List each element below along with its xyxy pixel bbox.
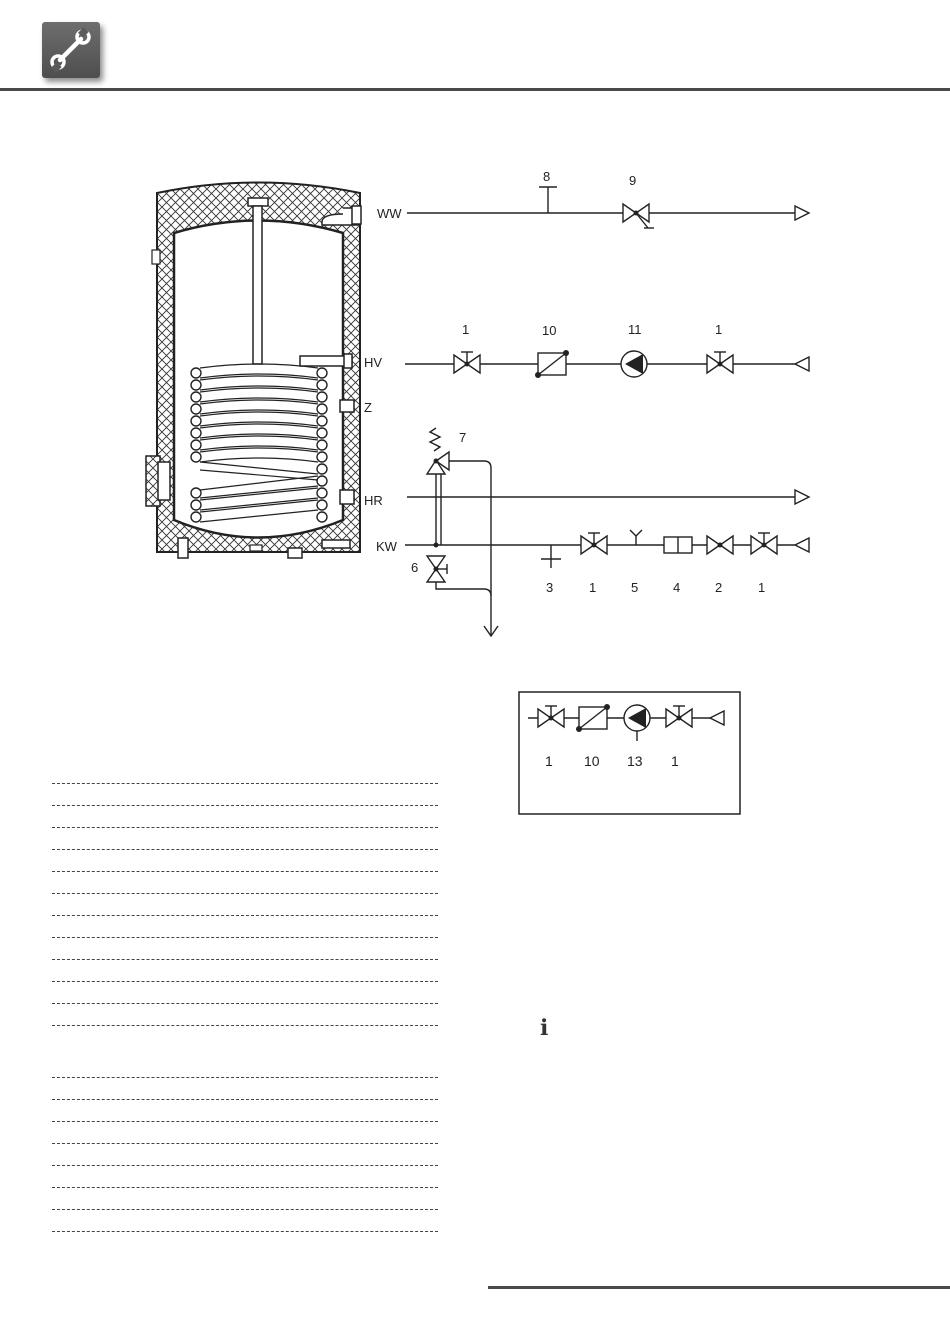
pipe-label-hr: HR (364, 493, 383, 508)
dotted-line (52, 916, 438, 938)
dotted-line (52, 1004, 438, 1026)
boiler-tank (146, 183, 361, 559)
label-kw-1a: 1 (589, 580, 597, 595)
kw-valve-1a-dot (592, 543, 597, 548)
label-hv-10: 10 (542, 323, 557, 338)
ww-line (407, 187, 809, 228)
valve-9-stem (634, 211, 639, 216)
kw-valve-2-dot (718, 543, 723, 548)
dotted-line (52, 1122, 438, 1144)
label-hv-1a: 1 (462, 322, 470, 337)
valve-1-hv-stem (465, 362, 470, 367)
dotted-line (52, 1166, 438, 1188)
hr-line (407, 490, 809, 504)
dotted-line (52, 1210, 438, 1232)
dotted-line (52, 1056, 438, 1078)
pipe-label-z: Z (364, 400, 372, 415)
dotted-line (52, 1188, 438, 1210)
dotted-line (52, 960, 438, 982)
dotted-line (52, 894, 438, 916)
dotted-line (52, 938, 438, 960)
info-icon: ℹ (540, 1016, 549, 1041)
dotted-line (52, 806, 438, 828)
dotted-list-2 (52, 1056, 438, 1232)
label-kw-4: 4 (673, 580, 681, 595)
dotted-line (52, 784, 438, 806)
safety-valve-7-dot (434, 459, 439, 464)
footer-rule (488, 1286, 950, 1289)
label-kw-2: 2 (715, 580, 723, 595)
kw-valve-1b-dot (762, 543, 767, 548)
dotted-line (52, 828, 438, 850)
alt-label-1b: 1 (671, 753, 679, 769)
label-8: 8 (543, 169, 551, 184)
dotted-line (52, 982, 438, 1004)
alt-label-13: 13 (627, 753, 643, 769)
alt-label-10: 10 (584, 753, 600, 769)
label-kw-1b: 1 (758, 580, 766, 595)
valve-1b-hv-stem (718, 362, 723, 367)
label-hv-11: 11 (628, 322, 642, 337)
pipe-label-ww: WW (377, 206, 402, 221)
drain-6-dot (434, 567, 439, 572)
label-7: 7 (459, 430, 467, 445)
label-9: 9 (629, 173, 637, 188)
alt-label-1a: 1 (545, 753, 553, 769)
dotted-list-1 (52, 762, 438, 1026)
kw-junction-dot (434, 543, 439, 548)
check-valve-10-dot-a (535, 372, 541, 378)
dotted-line (52, 1078, 438, 1100)
dotted-line (52, 1100, 438, 1122)
dotted-line (52, 1144, 438, 1166)
label-hv-1b: 1 (715, 322, 723, 337)
label-kw-3: 3 (546, 580, 554, 595)
label-kw-5: 5 (631, 580, 639, 595)
dotted-line (52, 762, 438, 784)
label-6: 6 (411, 560, 419, 575)
pipe-label-hv: HV (364, 355, 383, 370)
dotted-line (52, 872, 438, 894)
kw-line (405, 530, 809, 568)
dotted-line (52, 850, 438, 872)
check-valve-10-dot-b (563, 350, 569, 356)
pipe-label-kw: KW (376, 539, 397, 554)
